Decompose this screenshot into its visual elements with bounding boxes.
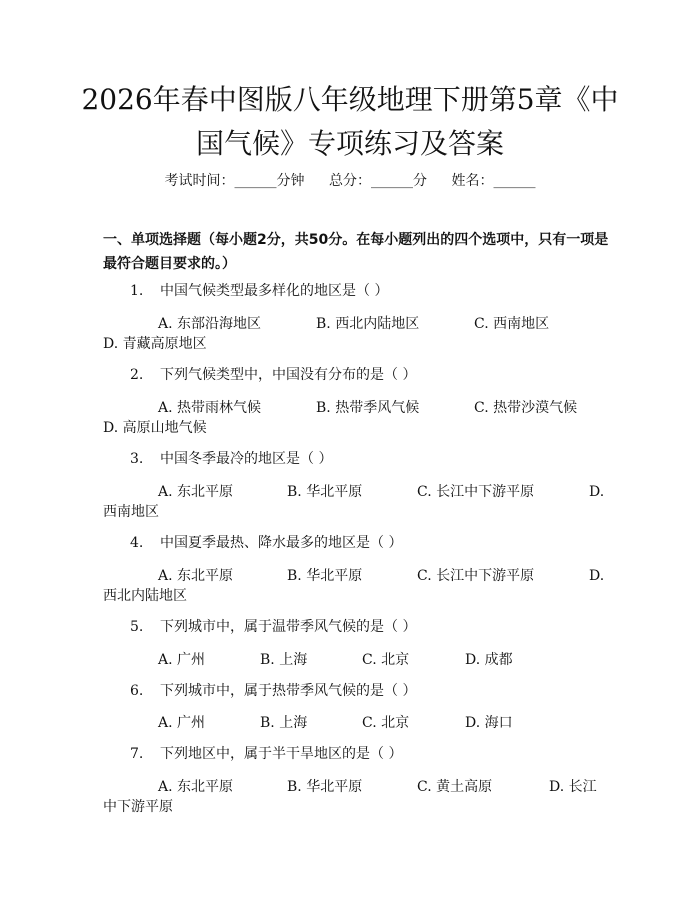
question-3-options: [103, 482, 613, 524]
option-c: C. 北京: [362, 715, 410, 731]
option-d: D. 青藏高原地区: [103, 336, 207, 352]
option-c: C. 热带沙漠气候: [474, 400, 578, 416]
question-number: 4.: [130, 535, 144, 551]
option-d: D. 高原山地气候: [103, 420, 207, 436]
question-number: 5.: [130, 619, 144, 635]
option-b: B. 上海: [260, 715, 308, 731]
option-a: A. 东北平原: [158, 484, 234, 500]
question-stem: 中国冬季最冷的地区是（ ）: [160, 451, 333, 467]
question-stem: 下列城市中，属于温带季风气候的是（ ）: [160, 619, 417, 635]
question-3: [103, 449, 613, 470]
question-stem: 中国气候类型最多样化的地区是（ ）: [160, 283, 389, 299]
question-5: [103, 617, 613, 638]
question-stem: 下列气候类型中，中国没有分布的是（ ）: [160, 367, 417, 383]
question-1-options: [103, 314, 613, 356]
question-number: 6.: [130, 683, 144, 699]
student-name-field: 姓名：______: [451, 173, 536, 189]
option-a: A. 广州: [158, 652, 206, 668]
question-stem: 下列地区中，属于半干旱地区的是（ ）: [160, 746, 403, 762]
option-d-text: 中下游平原: [103, 799, 173, 815]
exam-info-line: [0, 170, 700, 190]
option-b: B. 华北平原: [287, 568, 363, 584]
option-a: A. 东北平原: [158, 779, 234, 795]
option-d: D. 海口: [465, 715, 513, 731]
question-7-options: [103, 777, 613, 819]
question-1: [103, 281, 613, 302]
option-b: B. 华北平原: [287, 484, 363, 500]
question-6-options: [103, 713, 613, 734]
question-5-options: [103, 650, 613, 671]
page-title: 2026年春中图版八年级地理下册第5章《中国气候》专项练习及答案: [81, 83, 619, 160]
question-stem: 中国夏季最热、降水最多的地区是（ ）: [160, 535, 403, 551]
question-number: 7.: [130, 746, 144, 762]
total-score-field: 总分：______分: [329, 173, 427, 189]
option-c: C. 黄土高原: [417, 779, 493, 795]
question-stem: 下列城市中，属于热带季风气候的是（ ）: [160, 683, 417, 699]
option-a: A. 广州: [158, 715, 206, 731]
option-d-letter: D.: [589, 484, 605, 500]
question-number: 1.: [130, 283, 144, 299]
exam-time-field: 考试时间：______分钟: [164, 173, 305, 189]
section-heading: 一、单项选择题（每小题2分，共50分。在每小题列出的四个选项中，只有一项是最符合题目要求的。）: [103, 232, 609, 272]
option-c: C. 长江中下游平原: [417, 568, 535, 584]
option-b: B. 西北内陆地区: [316, 316, 420, 332]
question-4: [103, 533, 613, 554]
option-b: B. 华北平原: [287, 779, 363, 795]
option-b: B. 热带季风气候: [316, 400, 420, 416]
question-6: [103, 681, 613, 702]
option-d-letter: D. 长江: [549, 779, 597, 795]
option-a: A. 东部沿海地区: [158, 316, 262, 332]
option-d: D. 成都: [465, 652, 513, 668]
option-b: B. 上海: [260, 652, 308, 668]
option-c: C. 西南地区: [474, 316, 550, 332]
question-2: [103, 365, 613, 386]
question-4-options: [103, 566, 613, 608]
question-number: 2.: [130, 367, 144, 383]
option-c: C. 北京: [362, 652, 410, 668]
option-d-text: 西南地区: [103, 504, 159, 520]
question-2-options: [103, 398, 613, 440]
option-d-letter: D.: [589, 568, 605, 584]
question-7: [103, 744, 613, 765]
option-c: C. 长江中下游平原: [417, 484, 535, 500]
option-a: A. 热带雨林气候: [158, 400, 262, 416]
option-a: A. 东北平原: [158, 568, 234, 584]
option-d-text: 西北内陆地区: [103, 588, 187, 604]
question-number: 3.: [130, 451, 144, 467]
